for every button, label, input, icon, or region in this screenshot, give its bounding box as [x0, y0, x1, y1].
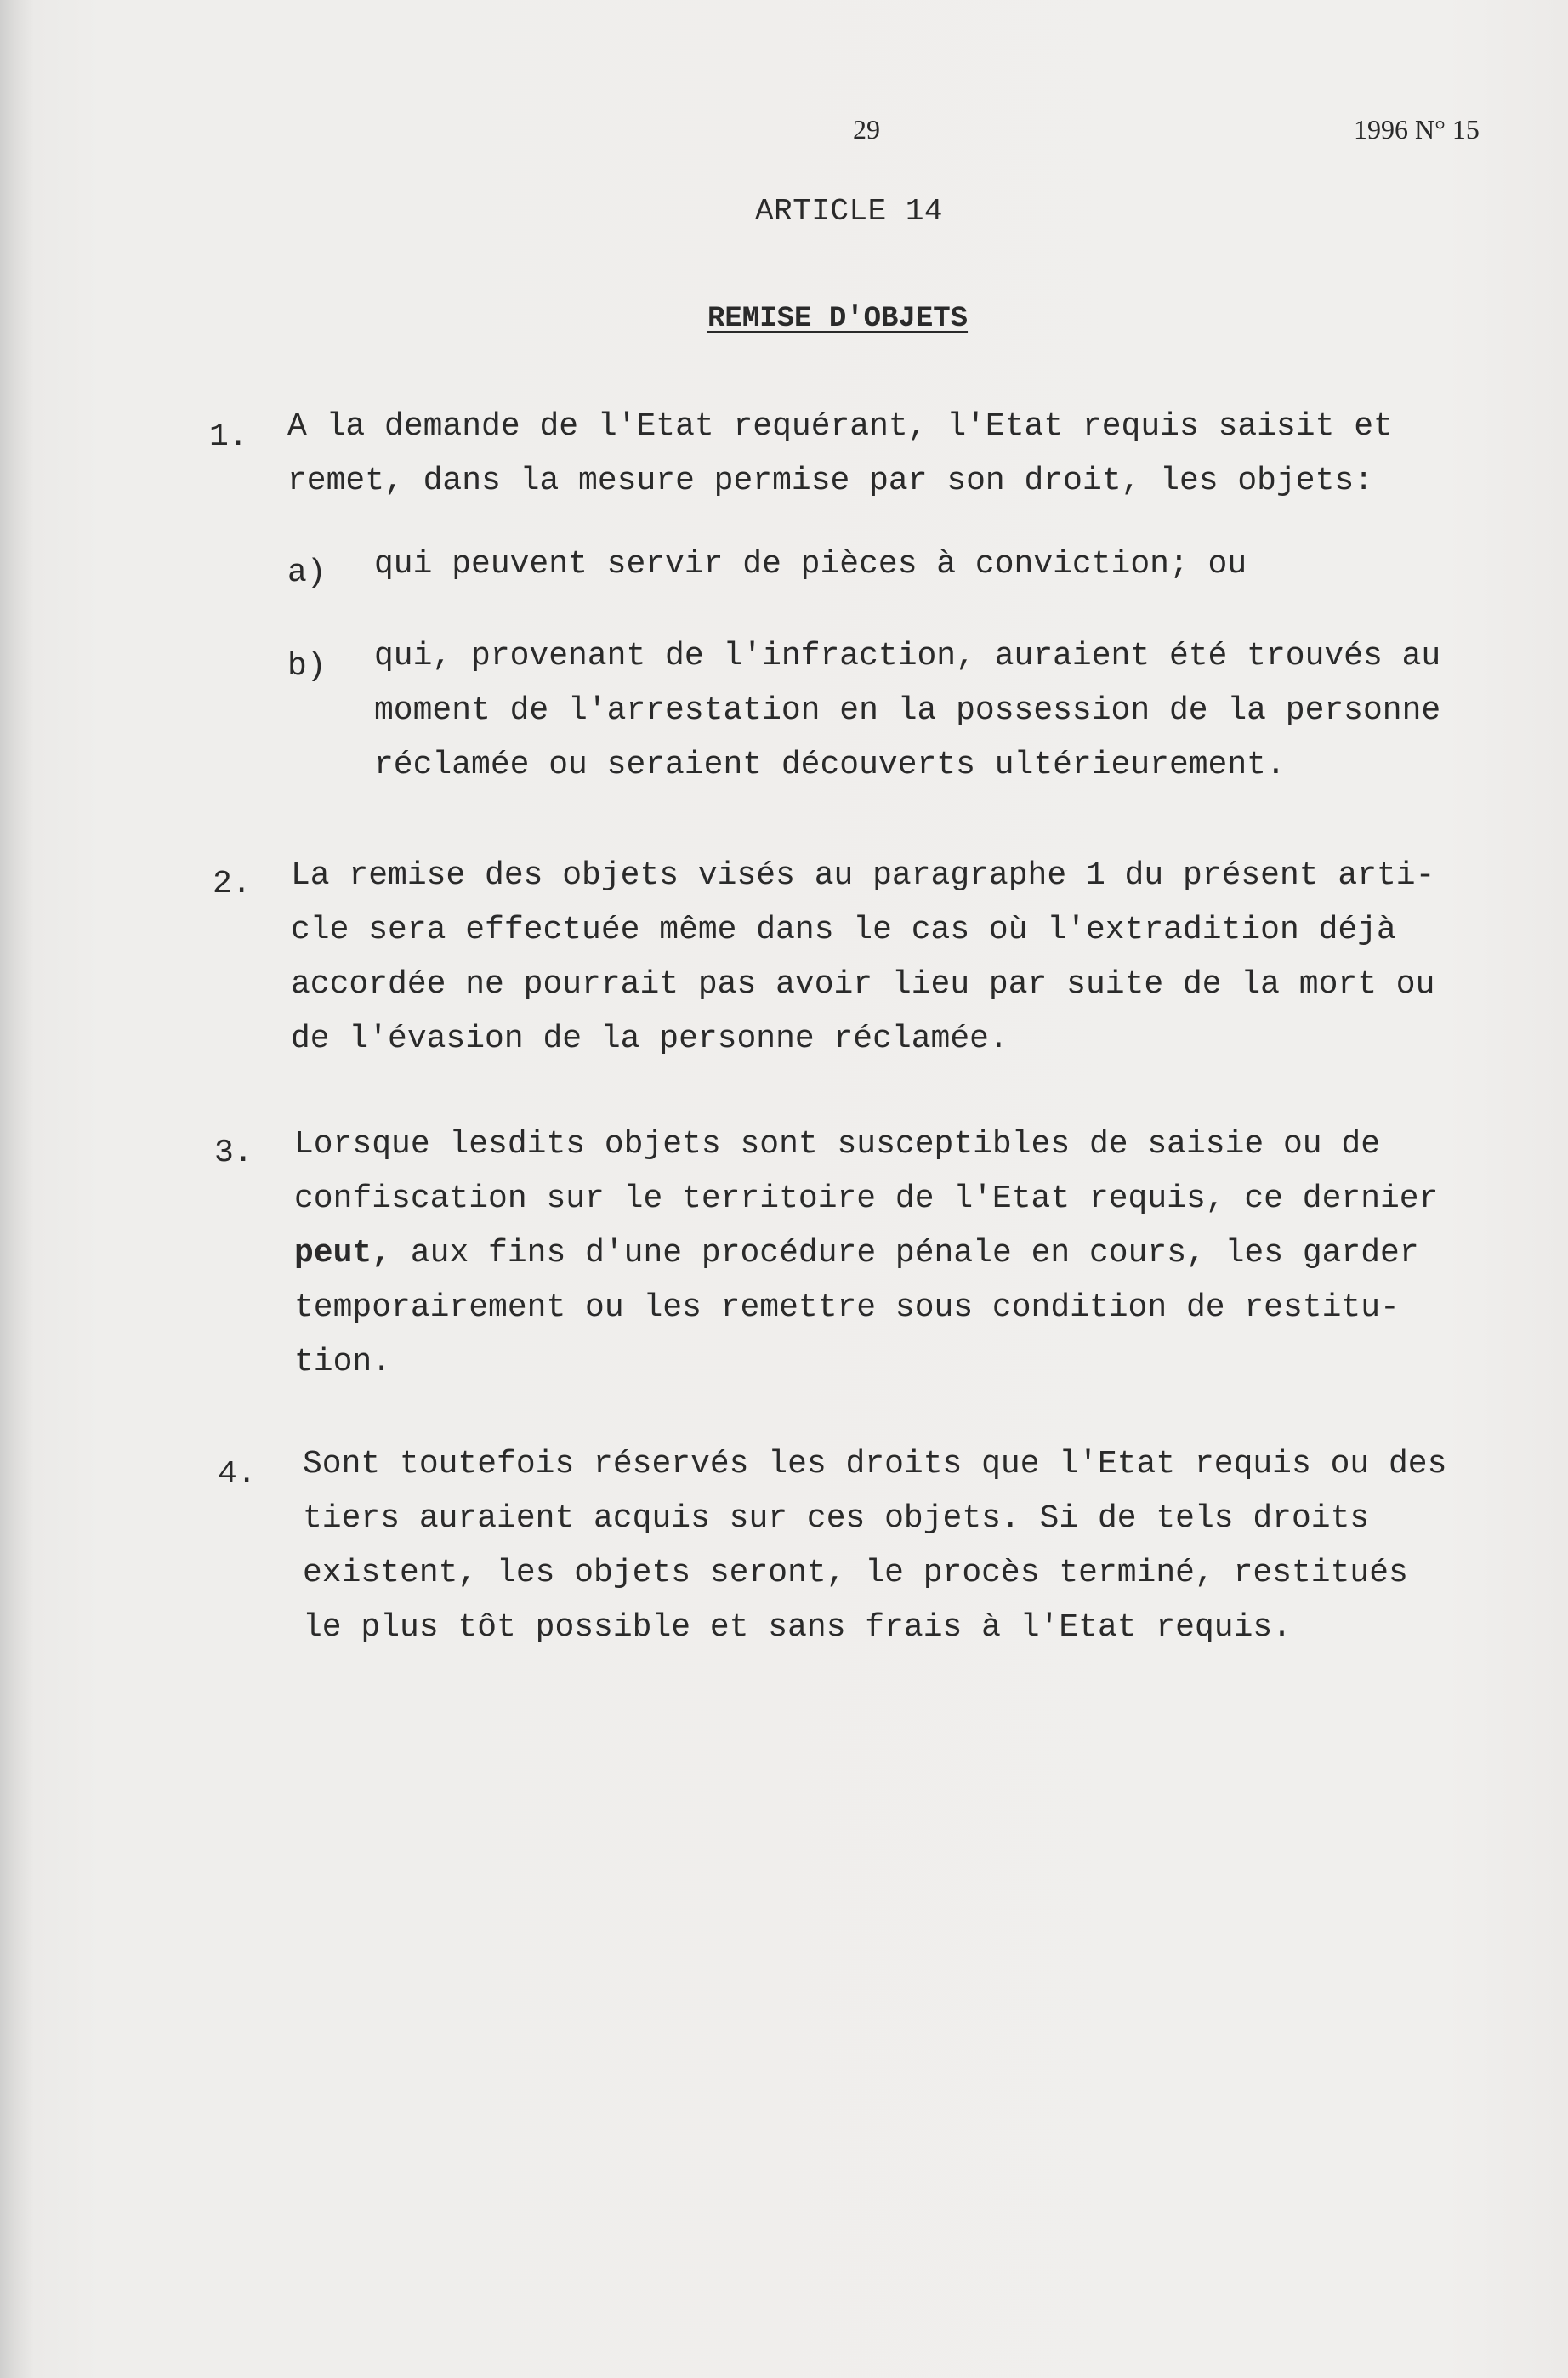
paragraph-number: 4.	[218, 1456, 257, 1493]
paragraph-line-rest: aux fins d'une procédure pénale en cours, les garder	[410, 1235, 1419, 1271]
paragraph-4	[303, 1437, 1446, 1655]
paragraph-line: Lorsque lesdits objets sont susceptibles de saisie ou de	[294, 1126, 1381, 1163]
paragraph-line: Sont toutefois réservés les droits que l'Etat requis ou des	[303, 1446, 1447, 1482]
paragraph-line	[294, 1226, 1438, 1281]
paragraph-line: temporairement ou les remettre sous condition de restitu-	[294, 1289, 1400, 1326]
paragraph-line: accordée ne pourrait pas avoir lieu par suite de la mort ou	[291, 966, 1435, 1003]
section-heading: REMISE D'OBJETS	[707, 303, 969, 335]
article-title: ARTICLE 14	[755, 194, 944, 229]
paragraph-line: le plus tôt possible et sans frais à l'Etat requis.	[303, 1609, 1292, 1646]
paragraph-line: existent, les objets seront, le procès terminé, restitués	[303, 1555, 1408, 1591]
paragraph-number: 2.	[213, 866, 252, 902]
paragraph-line: La remise des objets visés au paragraphe 1 du présent arti-	[291, 857, 1435, 894]
paragraph-line: A la demande de l'Etat requérant, l'Etat requis saisit et	[287, 408, 1393, 445]
item-b	[374, 629, 1440, 793]
paragraph-line: tiers auraient acquis sur ces objets. Si de tels droits	[303, 1500, 1370, 1537]
paragraph-line: remet, dans la mesure permise par son droit, les objets:	[287, 463, 1374, 499]
paragraph-1	[287, 400, 1393, 509]
year-number: 1996 N° 15	[1354, 114, 1480, 145]
paragraph-line: confiscation sur le territoire de l'Etat requis, ce dernier	[294, 1180, 1439, 1217]
item-line: qui peuvent servir de pièces à conviction; ou	[374, 546, 1247, 583]
paragraph-line: cle sera effectuée même dans le cas où l'extradition déjà	[291, 912, 1396, 948]
paragraph-line: tion.	[294, 1344, 392, 1380]
item-label: a)	[287, 555, 327, 591]
paragraph-number: 1.	[209, 418, 248, 455]
page-number: 29	[853, 114, 880, 145]
emphasis-word: peut,	[294, 1235, 392, 1271]
item-line: qui, provenant de l'infraction, auraient été trouvés au	[374, 638, 1441, 674]
item-line: réclamée ou seraient découverts ultérieurement.	[374, 747, 1286, 783]
item-a	[374, 538, 1247, 592]
item-label: b)	[287, 648, 327, 685]
item-line: moment de l'arrestation en la possession de la personne	[374, 692, 1441, 729]
paragraph-2	[291, 849, 1434, 1067]
paragraph-3	[294, 1118, 1438, 1390]
paragraph-number: 3.	[214, 1135, 253, 1171]
paragraph-line: de l'évasion de la personne réclamée.	[291, 1021, 1008, 1057]
